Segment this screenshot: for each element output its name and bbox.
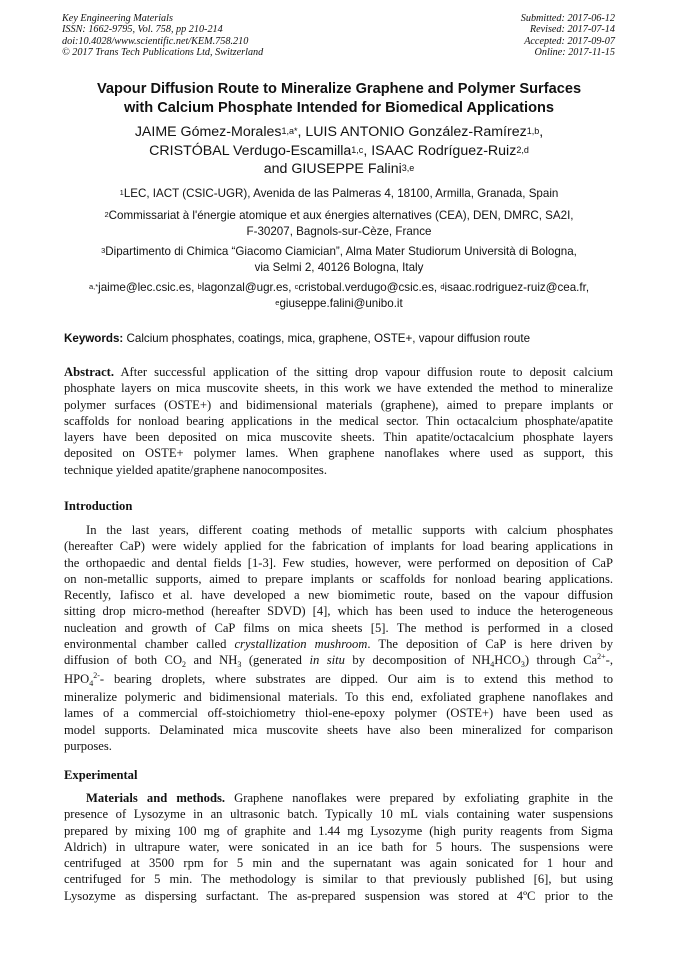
email-link[interactable]: cristobal.verdugo@csic.es, — [298, 281, 441, 294]
experimental-text: Materials and methods. Graphene nanoflakes were prepared by exfoliating graphite in the presence of Lysozyme in an ultrasonic batch. Typically 10 mL vials containing water suspensions prepared by mixing 100 mg of graphite and 1.44 mg Lysozyme (high purity reagents from Sigma Aldrich) in ultrapure water, were sonicated in an ice bath for 5 hours. The suspensions were centrifuged at 3500 rpm for 5 min and the supernatant was again sonicated for 1 hour and centrifuged for 5 min. The methodology is similar to that previously published [6], but using Lysozyme as dispersing surfactant. The as-prepared suspension was stored at 4ºC prior to the — [64, 791, 613, 903]
keywords-label: Keywords: — [64, 332, 124, 345]
abstract-label: Abstract. — [64, 365, 115, 379]
author-list: JAIME Gómez-Morales$^{1,a*}$, LUIS ANTONIO González-Ramírez$^{1,b}$, CRISTÓBAL Verdugo-Escamilla$^{1,c}$, ISAAC Rodríguez-Ruiz$^{2,d}$ and GIUSEPPE Falini$^{3,e}$ — [134, 124, 544, 178]
subsection-label: Materials and methods. — [86, 791, 225, 805]
email-link[interactable]: jaime@lec.csic.es, — [98, 281, 198, 294]
revised-date: Revised: 2017-07-14 — [529, 24, 615, 36]
email-link[interactable]: lagonzal@ugr.es, — [201, 281, 295, 294]
accepted-date: Accepted: 2017-09-07 — [524, 35, 615, 47]
copyright: © 2017 Trans Tech Publications Ltd, Switzerland — [62, 46, 264, 58]
submitted-date: Submitted: 2017-06-12 — [520, 13, 615, 24]
affiliation-1: $^1$LEC, IACT (CSIC-UGR), Avenida de las Palmeras 4, 18100, Armilla, Granada, Spain — [119, 187, 559, 200]
email-link[interactable]: giuseppe.falini@unibo.it — [279, 296, 403, 310]
paper-title: Vapour Diffusion Route to Mineralize Graphene and Polymer Surfaces with Calcium Phosphate Intended for Biomedical Applications — [96, 81, 582, 116]
dates-info — [521, 13, 615, 58]
introduction-text: In the last years, different coating methods of metallic supports with calcium phosphates (hereafter CaP) were widely applied for the fabrication of implants for load bearing applications in the orthopaedic and dental fields [1-3]. Few studies, however, were performed on deposition of CaP on non-metallic supports, aimed to prepare implants or scaffolds for nonload bearing applications. Recently, Iafisco et al. have developed a new biomimetic route, based on the vapour diffusion sitting drop micro-method (hereafter SDVD) [4], which has been used to induce the heterogeneous nucleation and growth of CaP films on mica sheets [5]. The method is performed in a closed environmental chamber called crystallization mushroom. The deposition of CaP is here driven by diffusion of both $CO_2$ and $NH_3$ (generated in situ by decomposition of $NH_4HCO_3$) through $Ca^{2+}-$, $HPO_4^{2-}-$ bearing droplets, where substrates are dipped. Our aim is to extend this method to mineralize polymeric and bidimensional materials. To this end, exfoliated graphene nanoflakes and lames of a commercial off-stoichiometry thiol-ene-epoxy polymer (OSTE+) have been used as model supports. Delaminated mica muscovite sheets have also been mineralized for comparison purposes. — [64, 523, 613, 753]
section-heading: Introduction — [64, 499, 133, 513]
author-name: LUIS ANTONIO González-Ramírez — [305, 124, 527, 140]
affiliation-3: $^3$Dipartimento di Chimica “Giacomo Ciamician”, Alma Mater Studiorum Università di Bologna, via Selmi 2, 40126 Bologna, Italy — [101, 245, 577, 274]
online-date: Online: 2017-11-15 — [534, 46, 615, 58]
keywords: Keywords: Calcium phosphates, coatings, mica, graphene, OSTE+, vapour diffusion route — [64, 332, 531, 345]
author-name: ISAAC Rodríguez-Ruiz — [371, 142, 517, 159]
author-name: CRISTÓBAL Verdugo-Escamilla — [149, 142, 352, 159]
affiliation-2: $^2$Commissariat à l'énergie atomique et aux énergies alternatives (CEA), DEN, DMRC, SA2I, F-30207, Bagnols-sur-Cèze, France — [104, 209, 574, 238]
email-link[interactable]: isaac.rodriguez-ruiz@cea.fr, — [444, 281, 590, 294]
author-name: GIUSEPPE Falini — [291, 161, 402, 178]
author-name: JAIME Gómez-Morales — [134, 124, 282, 140]
journal-name: Key Engineering Materials — [62, 13, 173, 24]
doi: doi:10.4028/www.scientific.net/KEM.758.210 — [62, 35, 249, 47]
section-heading: Experimental — [64, 768, 138, 782]
issn: ISSN: 1662-9795, Vol. 758, pp 210-214 — [62, 24, 223, 36]
journal-info — [62, 13, 263, 58]
abstract: Abstract. After successful application of the sitting drop vapour diffusion route to deposit calcium phosphate layers on mica muscovite sheets, in this work we have extended the method to mineralize polymer surfaces (OSTE+) and bidimensional materials (graphene), aimed to prepare implants or scaffolds for nonload bearing applications in the medical sector. Thin octacalcium phosphate/apatite layers have been deposited on mica muscovite sheets. Thin apatite/octacalcium phosphate layers deposited on OSTE+ polymer lames. When graphene nanoflakes where used as support, this technique yielded apatite/graphene nanocomposites. — [64, 365, 613, 477]
email-list: $^{a,*}$jaime@lec.csic.es, $^b$lagonzal@ugr.es, $^c$cristobal.verdugo@csic.es, $^d$isaac.rodriguez-ruiz@cea.fr, $^e$giuseppe.falini@unibo.it — [88, 281, 590, 310]
